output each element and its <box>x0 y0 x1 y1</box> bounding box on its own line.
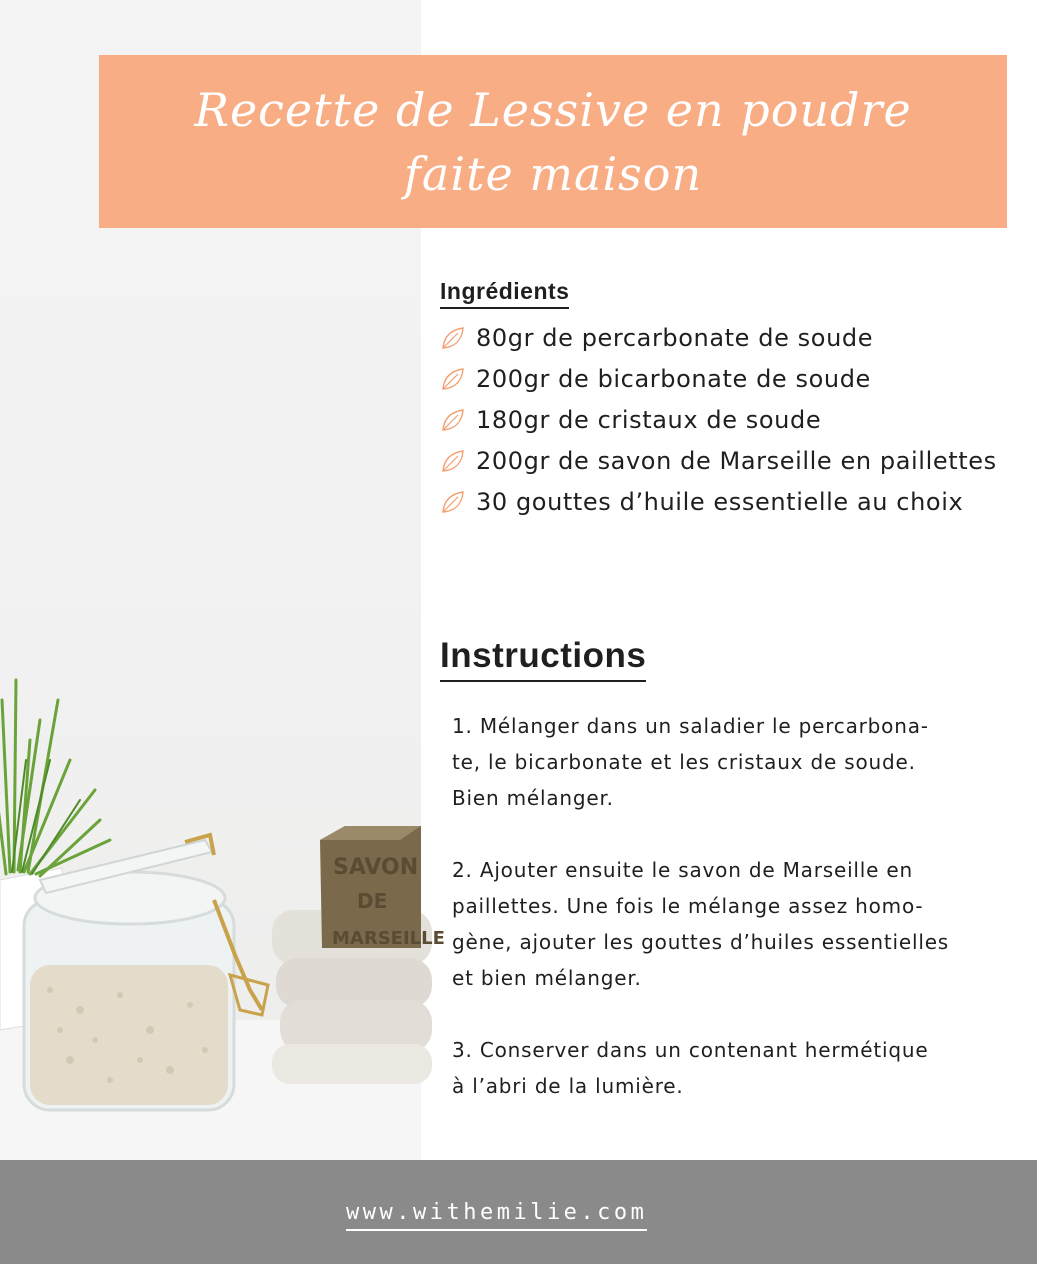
ingredient-text: 80gr de percarbonate de soude <box>476 323 874 352</box>
ingredients-list <box>440 317 1030 522</box>
list-item <box>440 481 1030 522</box>
ingredient-text: 200gr de savon de Marseille en paillettes <box>476 446 997 475</box>
leaf-icon <box>440 325 466 351</box>
instructions-steps <box>440 708 1020 1104</box>
glass-jar <box>24 835 268 1110</box>
leaf-icon <box>440 448 466 474</box>
footer-bar <box>0 1160 1037 1264</box>
list-item <box>440 317 1030 358</box>
leaf-icon <box>440 366 466 392</box>
page-title: Recette de Lessive en poudre faite maison <box>194 82 912 201</box>
soap-stamp-line-3: MARSEILLE <box>332 928 445 949</box>
instruction-step: 2. Ajouter ensuite le savon de Marseille en paillettes. Une fois le mélange assez homo- gène, ajouter les gouttes d’huiles essentielles et bien mélanger. <box>452 858 950 990</box>
ingredient-text: 200gr de bicarbonate de soude <box>476 364 871 393</box>
ingredient-text: 30 gouttes d’huile essentielle au choix <box>476 487 964 516</box>
ingredients-section <box>440 278 1030 522</box>
list-item <box>440 358 1030 399</box>
leaf-icon <box>440 407 466 433</box>
leaf-icon <box>440 489 466 515</box>
list-item <box>440 440 1030 481</box>
title-banner <box>99 55 1007 228</box>
list-item <box>440 399 1030 440</box>
ingredient-text: 180gr de cristaux de soude <box>476 405 822 434</box>
ingredients-heading: Ingrédients <box>440 278 569 309</box>
instructions-heading: Instructions <box>440 636 646 682</box>
website-link[interactable]: www.withemilie.com <box>346 1200 647 1231</box>
soap-stamp-line-1: SAVON <box>333 855 419 880</box>
instructions-section <box>440 636 1020 1140</box>
instruction-step: 1. Mélanger dans un saladier le percarbona- te, le bicarbonate et les cristaux de soude. Bien mélanger. <box>452 714 929 810</box>
marseille-soap <box>320 826 445 949</box>
soap-stamp-line-2: DE <box>357 889 388 913</box>
instruction-step: 3. Conserver dans un contenant hermétique à l’abri de la lumière. <box>452 1038 929 1098</box>
